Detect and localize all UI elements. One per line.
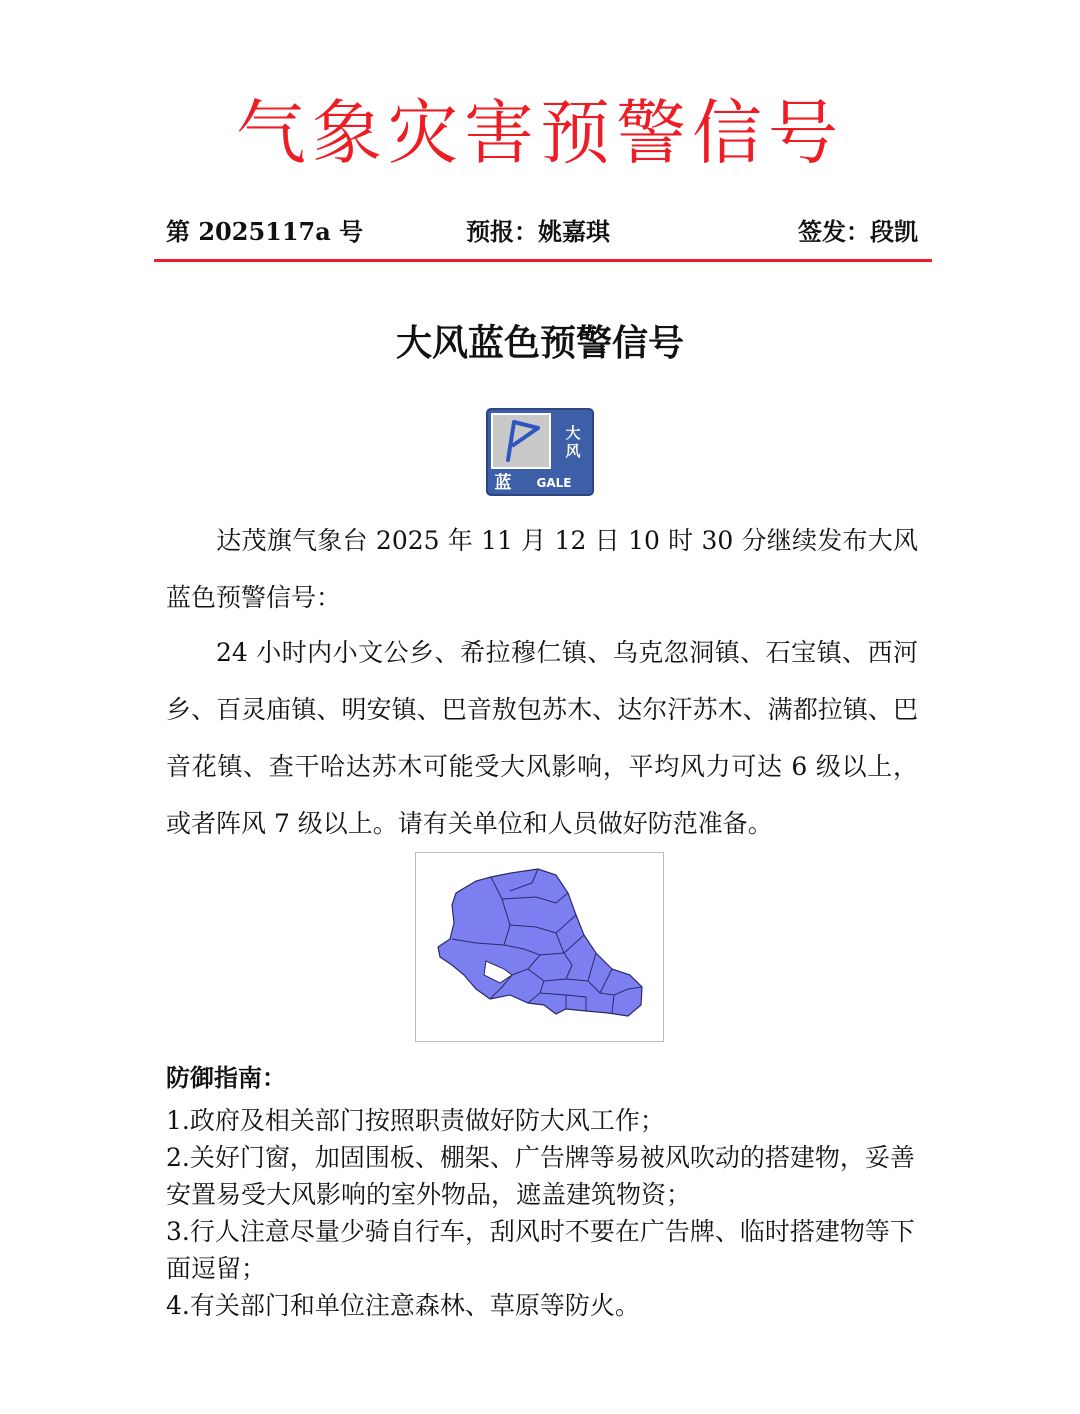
issuance-text: 达茂旗气象台 2025 年 11 月 12 日 10 时 30 分继续发布大风蓝色预警信号： [166, 526, 918, 612]
guide-item: 4.有关部门和单位注意森林、草原等防火。 [166, 1291, 640, 1320]
header-divider [154, 259, 932, 262]
issue-info-row [166, 212, 918, 252]
guide-item: 1.政府及相关部门按照职责做好防大风工作； [166, 1106, 665, 1135]
issue-number: 第 2025117a 号 [166, 217, 364, 246]
badge-level-text: 蓝 [494, 473, 512, 493]
gale-blue-signal-badge [486, 408, 594, 496]
issuance-paragraph [166, 512, 918, 626]
document-title: 气象灾害预警信号 [236, 92, 844, 174]
badge-type-text-2: 风 [565, 442, 581, 460]
warning-area-map [415, 852, 664, 1042]
signal-title: 大风蓝色预警信号 [395, 322, 684, 364]
signer-name: 签发：段凯 [798, 217, 918, 246]
impact-paragraph [166, 624, 918, 852]
forecaster-name: 预报：姚嘉琪 [466, 217, 610, 246]
impact-text: 24 小时内小文公乡、希拉穆仁镇、乌克忽洞镇、石宝镇、西河乡、百灵庙镇、明安镇、巴音敖包苏木、达尔汗苏木、满都拉镇、巴音花镇、查干哈达苏木可能受大风影响，平均风力可达 6 级以上，或者阵风 7 级以上。请有关单位和人员做好防范准备。 [166, 638, 918, 838]
guide-item: 3.行人注意尽量少骑自行车，刮风时不要在广告牌、临时搭建物等下面逗留； [166, 1217, 915, 1283]
guide-item: 2.关好门窗，加固围板、棚架、广告牌等易被风吹动的搭建物，妥善安置易受大风影响的室外物品，遮盖建筑物资； [166, 1143, 915, 1209]
defense-guide-list [166, 1102, 926, 1324]
badge-english-text: GALE [536, 476, 572, 490]
map-region-shape [438, 869, 642, 1016]
badge-type-text: 大 [565, 424, 581, 442]
defense-guide-heading: 防御指南： [166, 1063, 286, 1092]
